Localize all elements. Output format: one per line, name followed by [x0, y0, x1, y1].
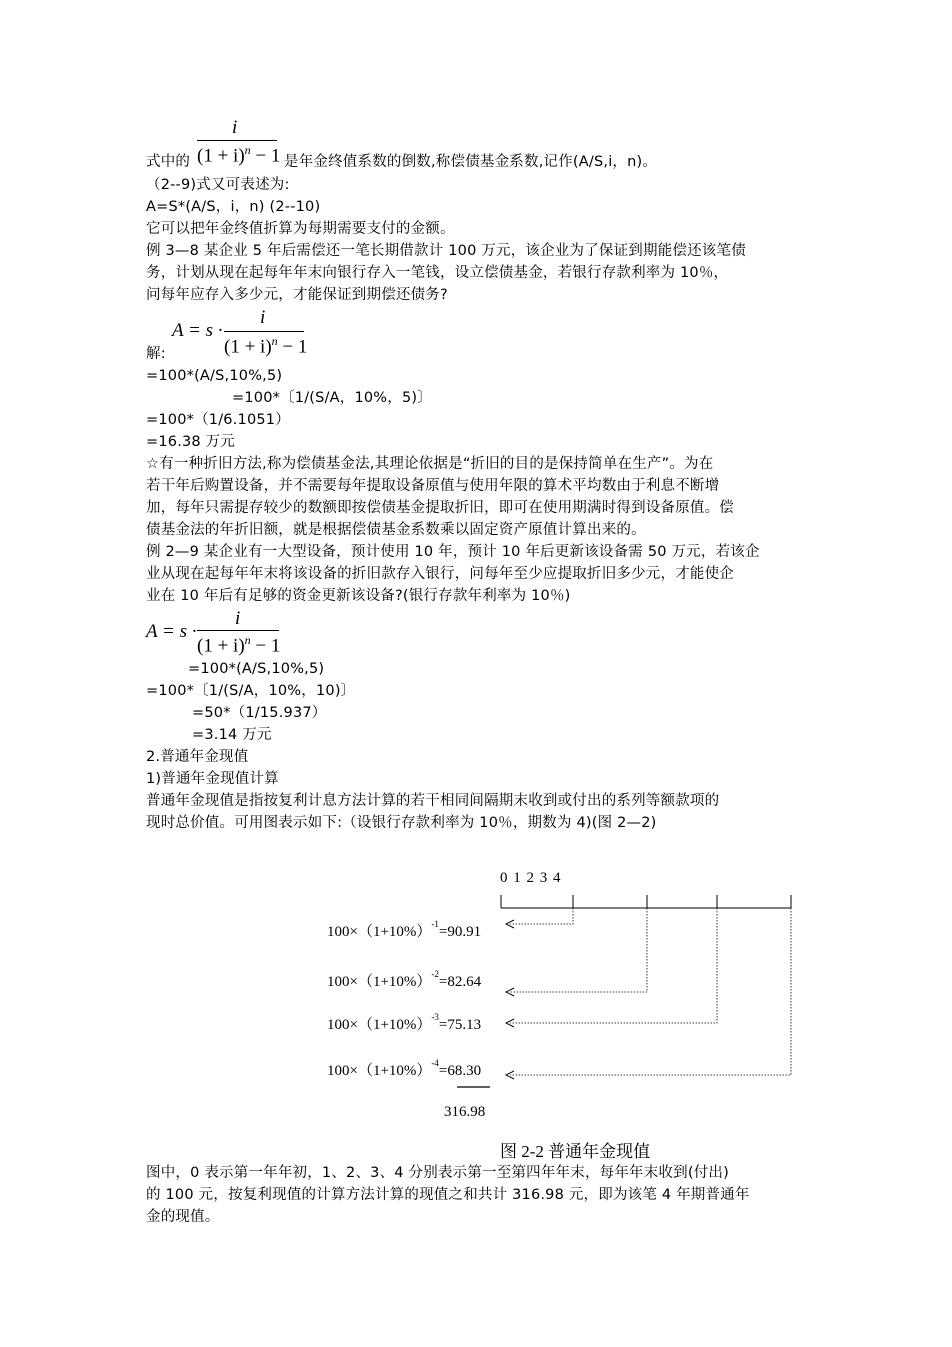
text-line-15: 加，每年只需提存较少的数额即按偿债基金提取折旧，即可在使用期满时得到设备原值。偿 [146, 500, 734, 516]
text-line-4: 它可以把年金终值折算为每期需要支付的金额。 [146, 221, 455, 237]
formula-2-numerator: i [260, 307, 266, 328]
text-line-3: A=S*(A/S，i，n) (2--10) [146, 199, 321, 215]
text-line-7: 问每年应存入多少元，才能保证到期偿还债务? [146, 287, 448, 303]
pv-row-2: $100\times(1+10\%)^{-2}=82.64$ [327, 969, 482, 990]
formula-2-lhs: A = s · [172, 320, 223, 341]
flow-line-4 [510, 908, 791, 1075]
formula-2-denominator: $(1 + i)^n - 1$ [224, 334, 308, 358]
text-line-27: 现时总价值。可用图表示如下:（设银行存款利率为 10％，期数为 4)(图 2—2) [146, 815, 657, 831]
text-line-23: =3.14 万元 [192, 727, 272, 743]
text-line-30: 金的现值。 [146, 1209, 220, 1225]
text-line-22: =50*（1/15.937） [192, 705, 327, 721]
formula-3-numerator: i [235, 608, 241, 629]
formula-3-denominator: $(1 + i)^n - 1$ [197, 633, 281, 657]
text-line-21: =100*〔1/(S/A，10%，10)〕 [146, 683, 356, 699]
text-line-24: 2.普通年金现值 [146, 749, 249, 765]
timeline-labels: 0 1 2 3 4 [500, 870, 562, 886]
text-line-1a: 式中的 [146, 154, 191, 170]
flow-line-2 [510, 908, 647, 992]
text-line-29: 的 100 元，按复利现值的计算方法计算的现值之和共计 316.98 元，即为该笔 4 年期普通年 [146, 1187, 750, 1203]
flow-line-1 [510, 908, 573, 924]
pv-total: 316.98 [444, 1104, 486, 1120]
pv-row-3: $100\times(1+10\%)^{-3}=75.13$ [327, 1012, 482, 1033]
text-line-20: =100*(A/S,10%,5) [188, 661, 325, 677]
text-line-11: =100*（1/6.1051） [146, 412, 290, 428]
text-line-17: 例 2—9 某企业有一大型设备，预计使用 10 年，预计 10 年后更新该设备需 50 万元，若该企 [146, 544, 760, 560]
text-line-12: =16.38 万元 [146, 434, 236, 450]
text-line-13: ☆有一种折旧方法,称为偿债基金法,其理论依据是“折旧的目的是保持简单在生产”。为在 [146, 456, 714, 472]
text-line-2: （2--9)式又可表述为: [146, 177, 290, 193]
text-line-28: 图中，0 表示第一年年初，1、2、3、4 分别表示第一至第四年年末，每年年末收到(付出) [146, 1165, 729, 1181]
text-line-10: =100*〔1/(S/A，10%，5)〕 [232, 390, 432, 406]
figure-caption: 图 2-2 普通年金现值 [500, 1142, 651, 1161]
text-line-8: 解: [146, 346, 166, 362]
text-line-5: 例 3—8 某企业 5 年后需偿还一笔长期借款计 100 万元，该企业为了保证到期能偿还该笔债 [146, 243, 746, 259]
text-line-16: 债基金法的年折旧额，就是根据偿债基金系数乘以固定资产原值计算出来的。 [146, 522, 646, 538]
arrowhead-2 [506, 988, 514, 996]
text-line-19: 业在 10 年后有足够的资金更新该设备?(银行存款年利率为 10％) [146, 588, 571, 604]
flow-line-3 [510, 908, 717, 1023]
formula-1-numerator: i [232, 117, 238, 138]
formula-1-denominator: $(1 + i)^n - 1$ [197, 143, 281, 167]
text-line-1b: 是年金终值系数的倒数,称偿债基金系数,记作(A/S,i，n)。 [284, 154, 658, 170]
text-line-9: =100*(A/S,10%,5) [146, 368, 283, 384]
text-line-14: 若干年后购置设备，并不需要每年提取设备原值与使用年限的算术平均数由于利息不断增 [146, 478, 720, 494]
formula-3-lhs: A = s · [146, 621, 197, 642]
text-line-18: 业从现在起每年年末将该设备的折旧款存入银行，问每年至少应提取折旧多少元，才能使企 [146, 566, 734, 582]
text-line-25: 1)普通年金现值计算 [146, 771, 279, 787]
pv-row-4: $100\times(1+10\%)^{-4}=68.30$ [327, 1058, 482, 1079]
text-line-26: 普通年金现值是指按复利计息方法计算的若干相同间隔期末收到或付出的系列等额款项的 [146, 793, 720, 809]
pv-row-1: $100\times(1+10\%)^{-1}=90.91$ [327, 919, 482, 940]
text-line-6: 务，计划从现在起每年年末向银行存入一笔钱，设立偿债基金，若银行存款利率为 10％， [146, 265, 729, 281]
